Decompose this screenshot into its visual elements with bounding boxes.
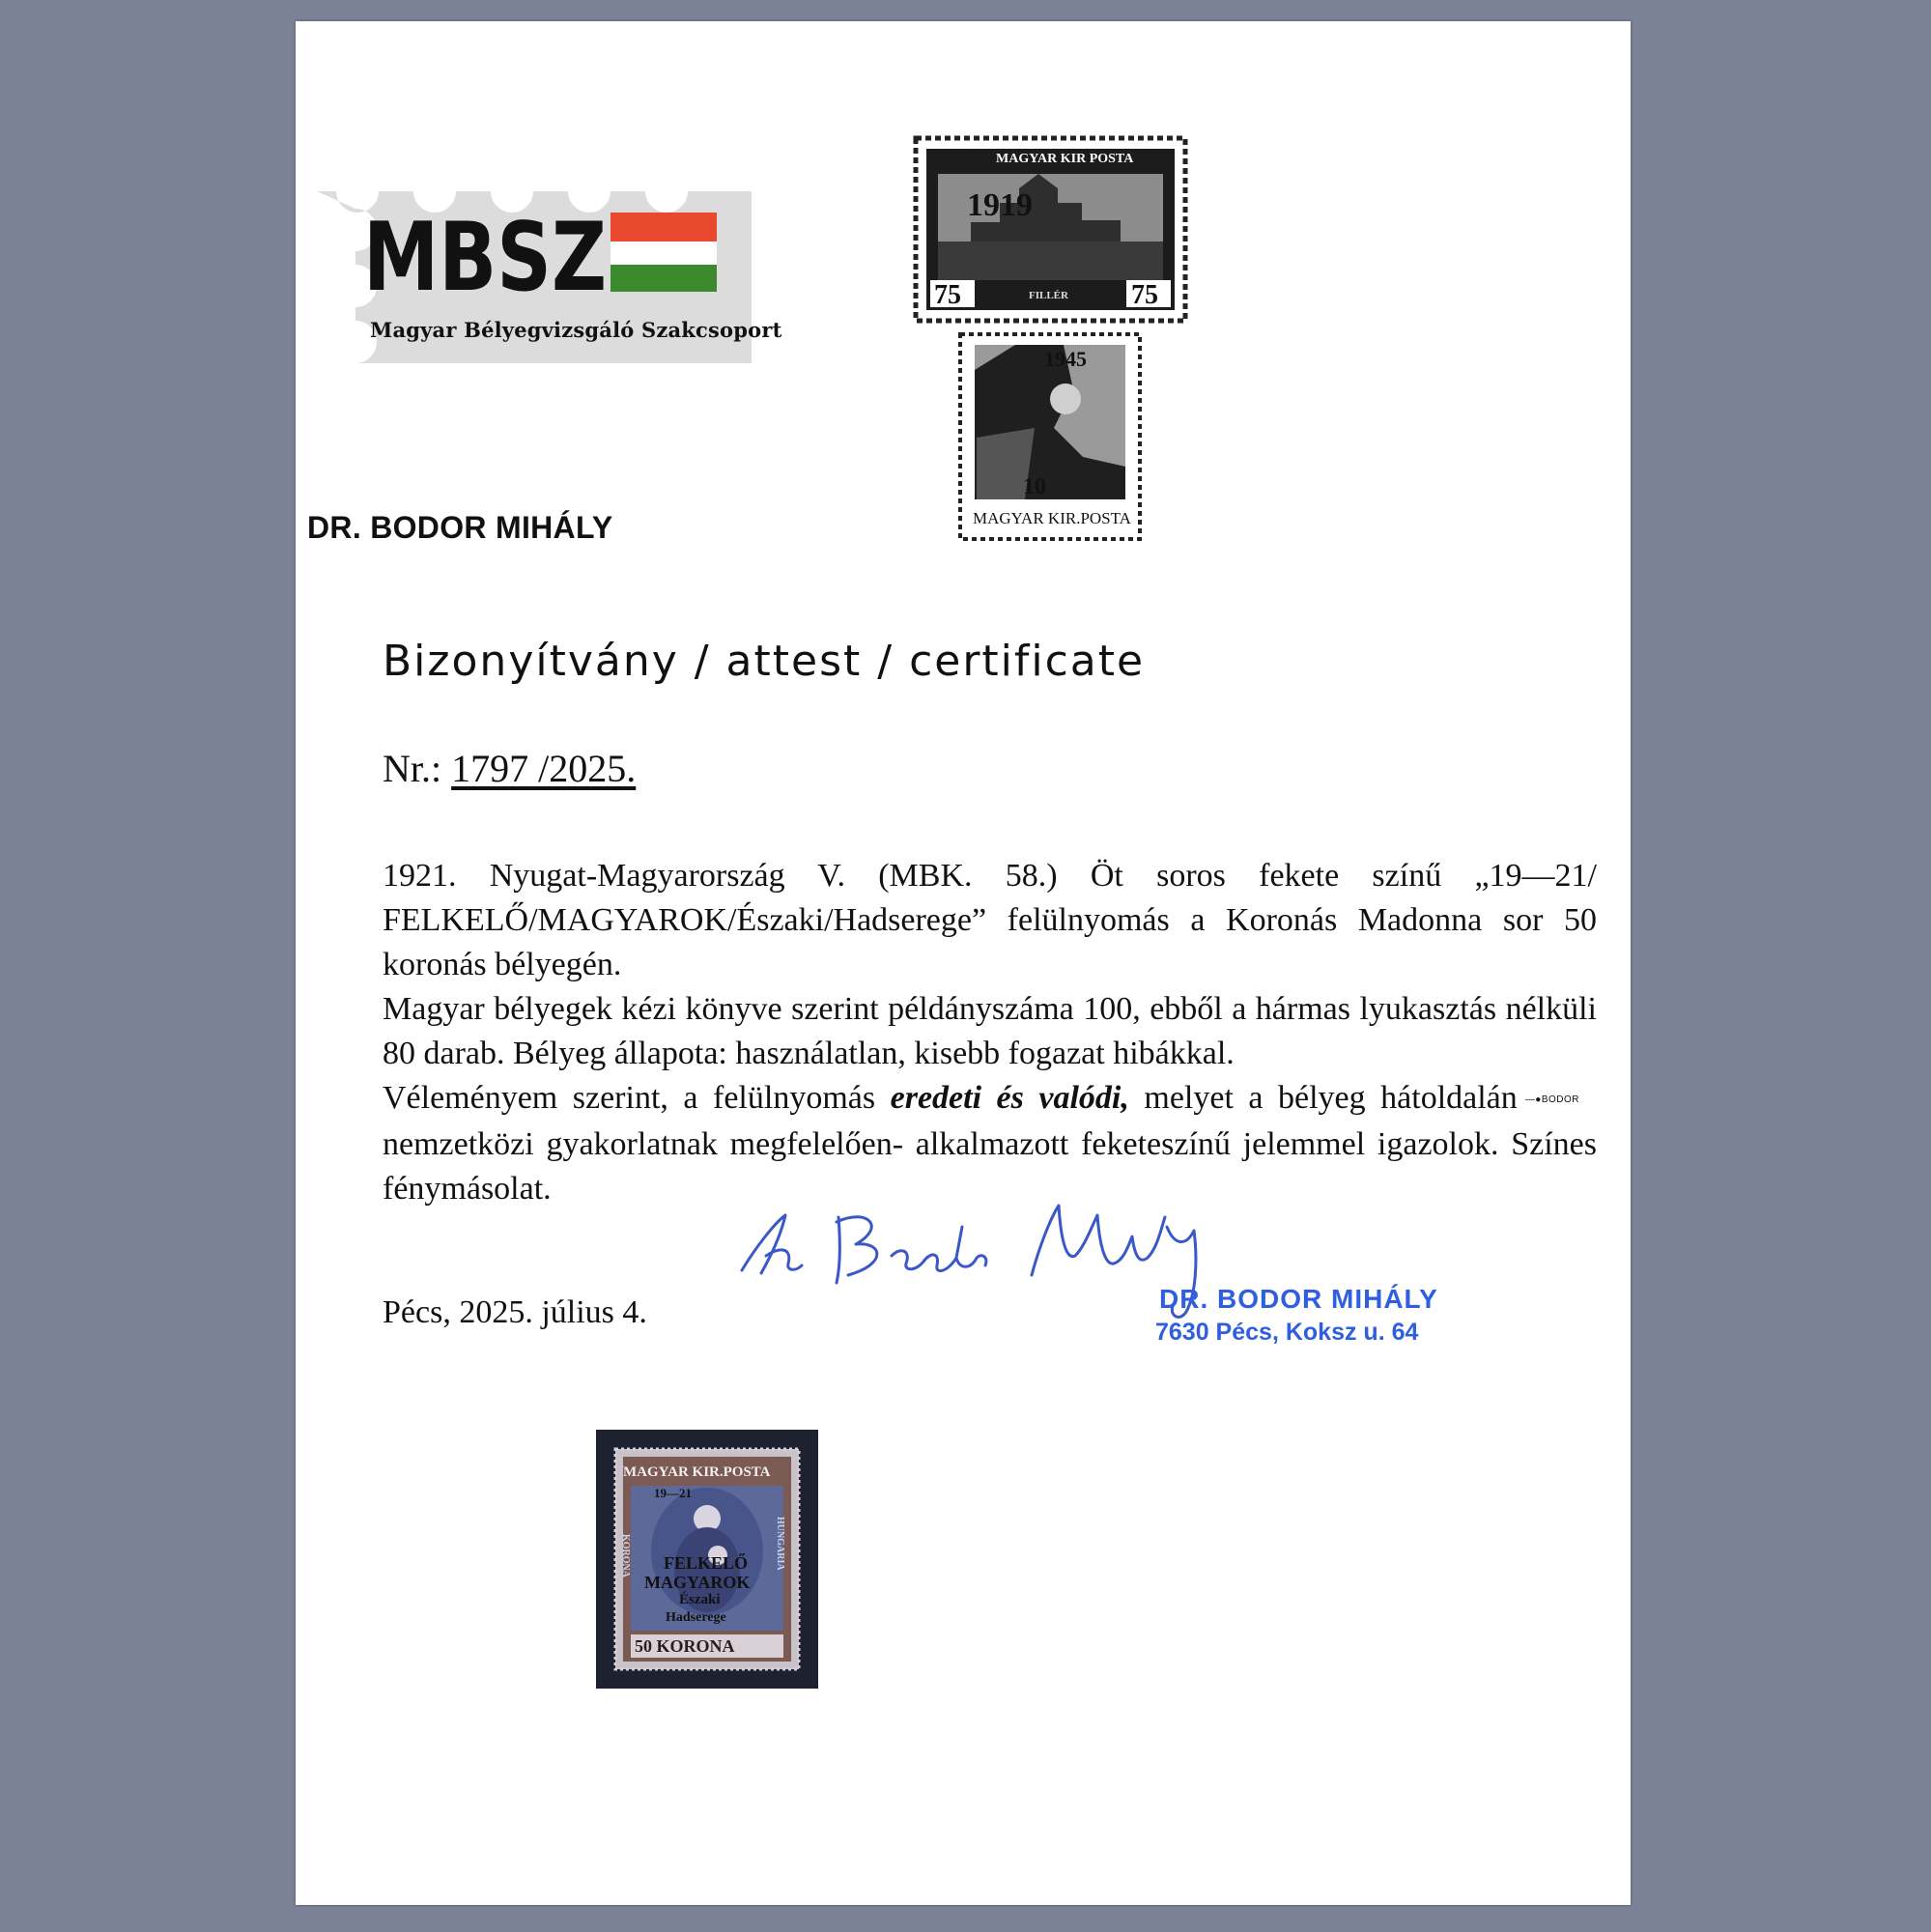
logo-wordmark: MBSZ <box>363 203 607 313</box>
sample-stamp-1945: 1945 10 MAGYAR KIR.POSTA <box>957 331 1143 542</box>
genuine-emphasis: eredeti és valódi, <box>890 1080 1129 1116</box>
certificate-number <box>383 746 636 791</box>
examiner-name: DR. BODOR MIHÁLY <box>307 510 613 545</box>
sample-stamp-1919: MAGYAR KIR POSTA 1919 75 75 FILLÉR <box>913 135 1188 324</box>
certificate-number-value: 1797 /2025. <box>451 747 637 790</box>
certificate-number-label: Nr.: <box>383 747 442 790</box>
description-paragraph: 1921. Nyugat-Magyarország V. (MBK. 58.) Öt soros fekete színű „19—21/ FELKELŐ/MAGYAROK/Északi/Hadserege” felülnyomás a Koronás Madonna sor 50 koronás bélyegén. <box>383 858 1597 982</box>
opinion-paragraph: Véleményem szerint, a felülnyomás eredeti és valódi, melyet a bélyeg hátoldalán —●BODORnemzetközi gyakorlatnak megfelelően- alkalmazott feketeszínű jelemmel igazolok. Színes fénymásolat. <box>383 1080 1597 1208</box>
guarantee-mark: —●BODOR <box>1524 1094 1579 1106</box>
certificate-body <box>383 854 1597 1211</box>
examiner-stamp-address: 7630 Pécs, Koksz u. 64 <box>1155 1319 1419 1346</box>
certificate-title: Bizonyítvány / attest / certificate <box>383 637 1146 686</box>
edition-paragraph: Magyar bélyegek kézi könyve szerint példányszáma 100, ebből a hármas lyukasztás nélküli 80 darab. Bélyeg állapota: használatlan, kisebb fogazat hibákkal. <box>383 991 1597 1071</box>
logo-subtitle: Magyar Bélyegvizsgáló Szakcsoport <box>370 318 782 342</box>
place-date: Pécs, 2025. július 4. <box>383 1294 647 1330</box>
examiner-stamp-name: DR. BODOR MIHÁLY <box>1159 1284 1438 1314</box>
certified-stamp-50-korona: MAGYAR KIR.POSTA KORONA HUNGARIA 19—21 FELKELŐ MAGYAROK Északi Hadserege 50 KORONA <box>596 1430 818 1689</box>
examiner-stamp <box>860 1284 1438 1347</box>
